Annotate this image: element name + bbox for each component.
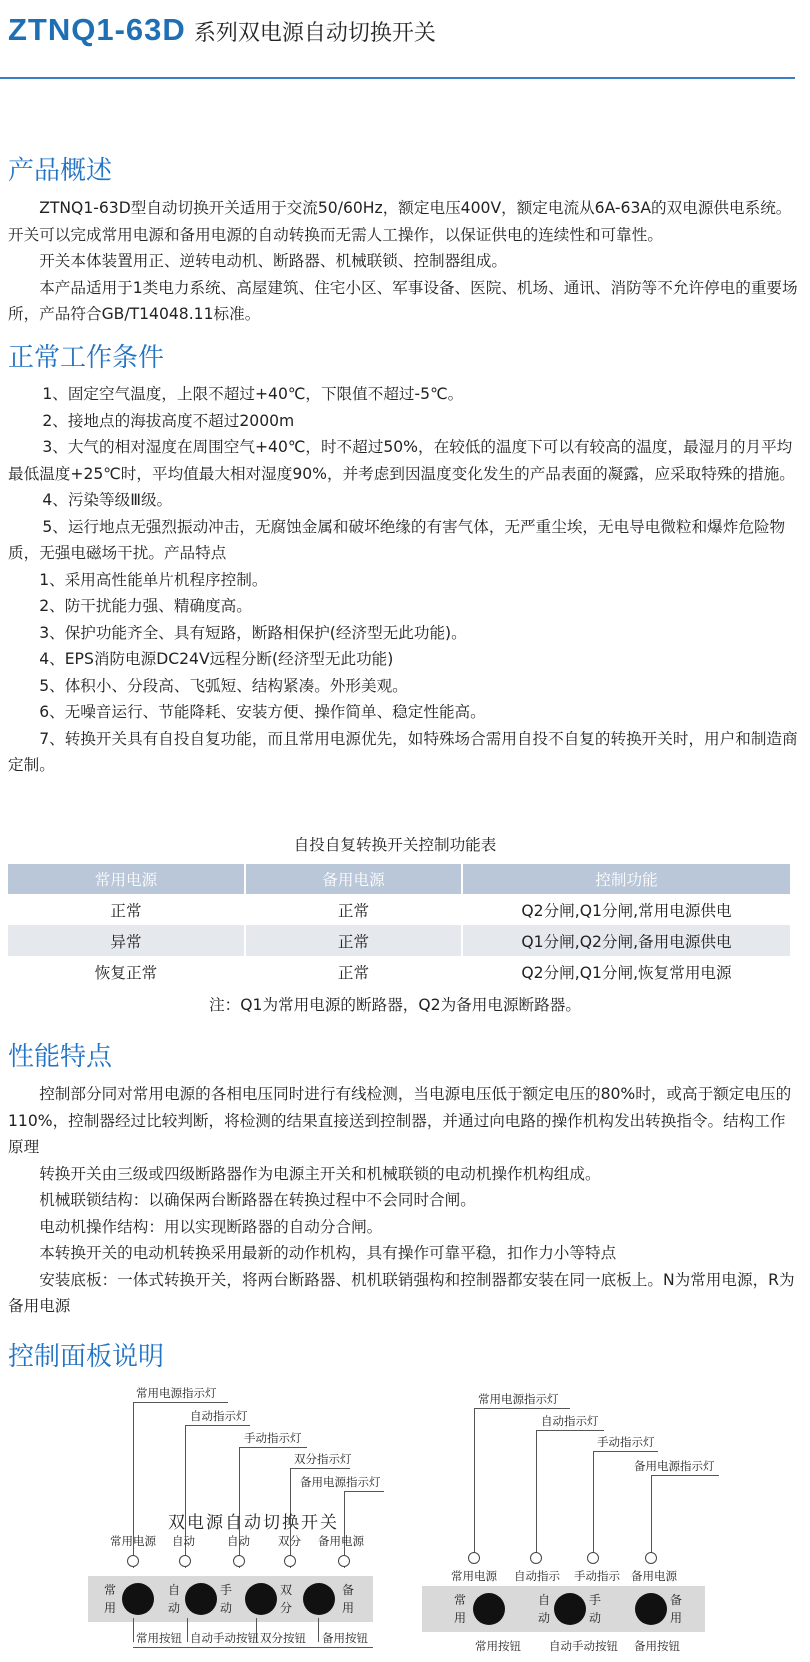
table-cell: Q2分闸,Q1分闸,恢复常用电源 (521, 963, 732, 982)
table-cell: 异常 (8, 925, 245, 956)
button-label: 备用按钮 (322, 1631, 368, 1645)
backup-power-button[interactable] (303, 1583, 335, 1615)
table-cell: 恢复正常 (8, 956, 245, 987)
led-label: 自动指示 (514, 1569, 560, 1583)
callout-line (239, 1447, 307, 1448)
callout-line (133, 1618, 134, 1642)
auto-manual-button[interactable] (185, 1583, 217, 1615)
panel-text: 常 用 (103, 1583, 116, 1615)
indicator-label: 手动指示灯 (597, 1435, 655, 1449)
callout-line (536, 1430, 537, 1562)
table-cell: Q2分闸,Q1分闸,常用电源供电 (521, 901, 732, 920)
callout-line (536, 1430, 604, 1431)
panel-title: 双电源自动切换开关 (168, 1513, 339, 1533)
indicator-led (468, 1552, 480, 1564)
table-note: 注：Q1为常用电源的断路器，Q2为备用电源断路器。 (209, 996, 581, 1014)
product-series-title: 系列双电源自动切换开关 (193, 21, 436, 46)
led-label: 备用电源 (318, 1534, 364, 1548)
feature-item: 3、保护功能齐全、具有短路，断路相保护(经济型无此功能)。 (39, 623, 467, 642)
condition-item: 5、运行地点无强烈振动冲击，无腐蚀金属和破坏绝缘的有害气体，无严重尘埃，无电导电微粒和爆炸危险物质，无强电磁场干扰。产品特点 (8, 517, 786, 562)
callout-line (593, 1451, 594, 1562)
normal-power-button[interactable] (473, 1593, 505, 1625)
callout-line (344, 1491, 384, 1492)
header-divider (0, 77, 795, 79)
condition-item: 3、大气的相对湿度在周围空气+40℃，时不超过50%，在较低的温度下可以有较高的温度，最湿月的月平均最低温度+25℃时，平均值最大相对湿度90%，并考虑到因温度变化发生的产品表面的凝露，应采取特殊的措施。 (8, 438, 795, 483)
product-model: ZTNQ1-63D (8, 12, 186, 47)
document-header (8, 12, 436, 52)
led-label: 自动 (172, 1534, 195, 1548)
indicator-label: 自动指示灯 (541, 1414, 599, 1428)
indicator-led (645, 1552, 657, 1564)
panel-text: 双 分 (279, 1583, 292, 1615)
led-label: 双分 (278, 1534, 301, 1548)
overview-text (8, 195, 798, 328)
panel-text: 备 用 (341, 1583, 354, 1615)
callout-line (133, 1402, 228, 1403)
overview-heading: 产品概述 (8, 156, 113, 186)
callout-line (651, 1475, 719, 1476)
button-label: 自动手动按钮 (190, 1631, 259, 1645)
panel-text: 常 用 (453, 1593, 466, 1625)
feature-item: 2、防干扰能力强、精确度高。 (39, 597, 252, 615)
table-header-cell: 常用电源 (8, 864, 245, 894)
overview-paragraph: 开关本体装置用正、逆转电动机、断路器、机械联锁、控制器组成。 (39, 252, 508, 270)
callout-line (474, 1408, 570, 1409)
button-label: 自动手动按钮 (549, 1639, 618, 1653)
indicator-label: 备用电源指示灯 (300, 1475, 381, 1489)
overview-paragraph: 本产品适用于1类电力系统、高屋建筑、住宅小区、军事设备、医院、机场、通讯、消防等不允许停电的重要场所，产品符合GB/T14048.11标准。 (8, 278, 798, 323)
normal-power-button[interactable] (122, 1583, 154, 1615)
indicator-label: 双分指示灯 (294, 1452, 352, 1466)
indicator-label: 手动指示灯 (244, 1431, 302, 1445)
panel-text: 手 动 (588, 1593, 601, 1625)
performance-heading: 性能特点 (8, 1042, 113, 1072)
backup-power-button[interactable] (635, 1593, 667, 1625)
panel-text: 备 用 (669, 1593, 682, 1625)
indicator-label: 常用电源指示灯 (136, 1386, 217, 1400)
table-row (8, 956, 790, 987)
indicator-led (233, 1555, 245, 1567)
indicator-led (127, 1555, 139, 1567)
indicator-led (587, 1552, 599, 1564)
button-label: 常用按钮 (475, 1639, 521, 1653)
indicator-label: 常用电源指示灯 (478, 1392, 559, 1406)
table-cell: 正常 (245, 956, 462, 987)
led-label: 手动指示 (574, 1569, 620, 1583)
table-header-cell: 控制功能 (462, 864, 790, 894)
indicator-label: 自动指示灯 (190, 1409, 248, 1423)
callout-line (318, 1618, 319, 1642)
callout-line (593, 1451, 658, 1452)
table-header-row (8, 864, 790, 894)
table-cell: 正常 (245, 894, 462, 925)
led-label: 备用电源 (631, 1569, 677, 1583)
feature-item: 1、采用高性能单片机程序控制。 (39, 570, 268, 589)
performance-paragraph: 机械联锁结构：以确保两台断路器在转换过程中不会同时合闸。 (39, 1191, 476, 1209)
led-label: 常用电源 (110, 1534, 156, 1548)
panel-text: 自 动 (537, 1593, 550, 1625)
performance-paragraph: 转换开关由三级或四级断路器作为电源主开关和机械联锁的电动机操作机构组成。 (39, 1164, 601, 1183)
auto-manual-button[interactable] (554, 1593, 586, 1625)
table-header-cell: 备用电源 (245, 864, 462, 894)
feature-item: 7、转换开关具有自投自复功能，而且常用电源优先，如特殊场合需用自投不自复的转换开关时，用户和制造商定制。 (8, 729, 798, 774)
callout-line (651, 1475, 652, 1562)
conditions-list (8, 381, 798, 779)
feature-item: 5、体积小、分段高、飞弧短、结构紧凑。外形美观。 (39, 676, 408, 695)
performance-paragraph: 本转换开关的电动机转换采用最新的动作机构，具有操作可靠平稳，扣作力小等特点 (39, 1244, 617, 1262)
control-function-table (8, 864, 790, 987)
callout-line (290, 1468, 350, 1469)
conditions-heading: 正常工作条件 (8, 343, 165, 373)
indicator-led (179, 1555, 191, 1567)
callout-line (185, 1425, 250, 1426)
feature-item: 4、EPS消防电源DC24V远程分断(经济型无此功能) (39, 650, 394, 668)
indicator-label: 备用电源指示灯 (634, 1459, 715, 1473)
performance-text (8, 1081, 798, 1320)
control-panel-heading: 控制面板说明 (8, 1342, 165, 1372)
feature-item: 6、无噪音运行、节能降耗、安装方便、操作简单、稳定性能高。 (39, 703, 486, 721)
panel-text: 自 动 (167, 1583, 180, 1615)
performance-paragraph: 电动机操作结构：用以实现断路器的自动分合闸。 (39, 1217, 383, 1236)
table-cell: Q1分闸,Q2分闸,备用电源供电 (462, 925, 790, 956)
performance-paragraph: 安装底板：一体式转换开关，将两台断路器、机机联销强构和控制器都安装在同一底板上。N为常用电源，R为备用电源 (8, 1270, 795, 1315)
table-title: 自投自复转换开关控制功能表 (293, 836, 497, 854)
led-label: 常用电源 (451, 1569, 497, 1583)
callout-line (187, 1618, 188, 1642)
control-panel-diagram (0, 1380, 810, 1662)
indicator-led (530, 1552, 542, 1564)
callout-line (474, 1408, 475, 1562)
callout-baseline (133, 1647, 373, 1648)
button-label: 备用按钮 (634, 1639, 680, 1653)
condition-item: 4、污染等级Ⅲ级。 (42, 491, 173, 509)
condition-item: 1、固定空气温度，上限不超过+40℃，下限值不超过-5℃。 (42, 385, 464, 403)
button-label: 双分按钮 (260, 1631, 306, 1645)
table-row (8, 894, 790, 925)
table-row (8, 925, 790, 956)
overview-paragraph: ZTNQ1-63D型自动切换开关适用于交流50/60Hz，额定电压400V，额定电流从6A-63A的双电源供电系统。开关可以完成常用电源和备用电源的自动转换而无需人工操作，以保证供电的连续性和可靠性。 (8, 199, 792, 244)
performance-paragraph: 控制部分同对常用电源的各相电压同时进行有线检测，当电源电压低于额定电压的80%时，或高于额定电压的110%，控制器经过比较判断，将检测的结果直接送到控制器，并通过向电路的操作机构发出转换指令。结构工作原理 (8, 1085, 792, 1156)
condition-item: 2、接地点的海拔高度不超过2000m (42, 411, 295, 430)
button-label: 常用按钮 (136, 1631, 182, 1645)
table-cell: 正常 (8, 894, 245, 925)
indicator-led (284, 1555, 296, 1567)
led-label: 自动 (227, 1534, 250, 1548)
double-open-button[interactable] (245, 1583, 277, 1615)
table-cell: 正常 (245, 925, 462, 956)
panel-text: 手 动 (219, 1583, 232, 1615)
indicator-led (338, 1555, 350, 1567)
